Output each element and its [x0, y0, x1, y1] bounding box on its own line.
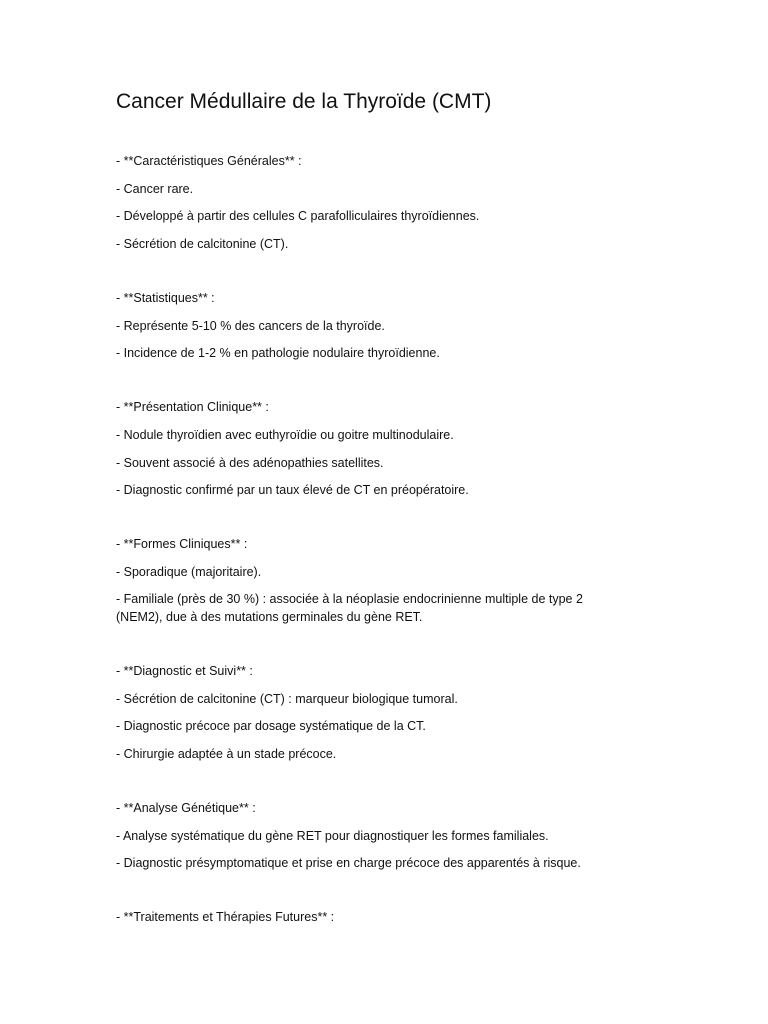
- bullet-diagnostic-precoce: - Diagnostic précoce par dosage systématique de la CT.: [116, 719, 426, 733]
- bullet-presymptomatique: - Diagnostic présymptomatique et prise en charge précoce des apparentés à risque.: [116, 856, 581, 870]
- bullet-secretion-ct: - Sécrétion de calcitonine (CT).: [116, 237, 289, 251]
- section-heading-statistiques: - **Statistiques** :: [116, 291, 215, 305]
- bullet-nodule: - Nodule thyroïdien avec euthyroïdie ou goitre multinodulaire.: [116, 428, 454, 442]
- bullet-diagnostic-confirme: - Diagnostic confirmé par un taux élevé de CT en préopératoire.: [116, 483, 469, 497]
- bullet-cancer-rare: - Cancer rare.: [116, 182, 194, 196]
- bullet-chirurgie: - Chirurgie adaptée à un stade précoce.: [116, 747, 337, 761]
- section-heading-caracteristiques: - **Caractéristiques Générales** :: [116, 154, 302, 168]
- section-heading-traitements: - **Traitements et Thérapies Futures** :: [116, 910, 335, 924]
- bullet-sporadique: - Sporadique (majoritaire).: [116, 565, 262, 579]
- bullet-marqueur: - Sécrétion de calcitonine (CT) : marqueur biologique tumoral.: [116, 692, 458, 706]
- document-title: Cancer Médullaire de la Thyroïde (CMT): [116, 90, 492, 113]
- section-heading-analyse-genetique: - **Analyse Génétique** :: [116, 801, 256, 815]
- bullet-analyse-ret: - Analyse systématique du gène RET pour diagnostiquer les formes familiales.: [116, 829, 549, 843]
- section-heading-diagnostic-suivi: - **Diagnostic et Suivi** :: [116, 664, 253, 678]
- section-heading-presentation-clinique: - **Présentation Clinique** :: [116, 400, 269, 414]
- bullet-represente: - Représente 5-10 % des cancers de la thyroïde.: [116, 319, 385, 333]
- bullet-cellules-c: - Développé à partir des cellules C parafolliculaires thyroïdiennes.: [116, 209, 480, 223]
- section-heading-formes-cliniques: - **Formes Cliniques** :: [116, 537, 248, 551]
- bullet-adenopathies: - Souvent associé à des adénopathies satellites.: [116, 456, 384, 470]
- bullet-incidence: - Incidence de 1-2 % en pathologie nodulaire thyroïdienne.: [116, 346, 440, 360]
- bullet-familiale: - Familiale (près de 30 %) : associée à la néoplasie endocrinienne multiple de type 2 (NEM2), due à des mutations germinales du gène RET.: [116, 592, 583, 624]
